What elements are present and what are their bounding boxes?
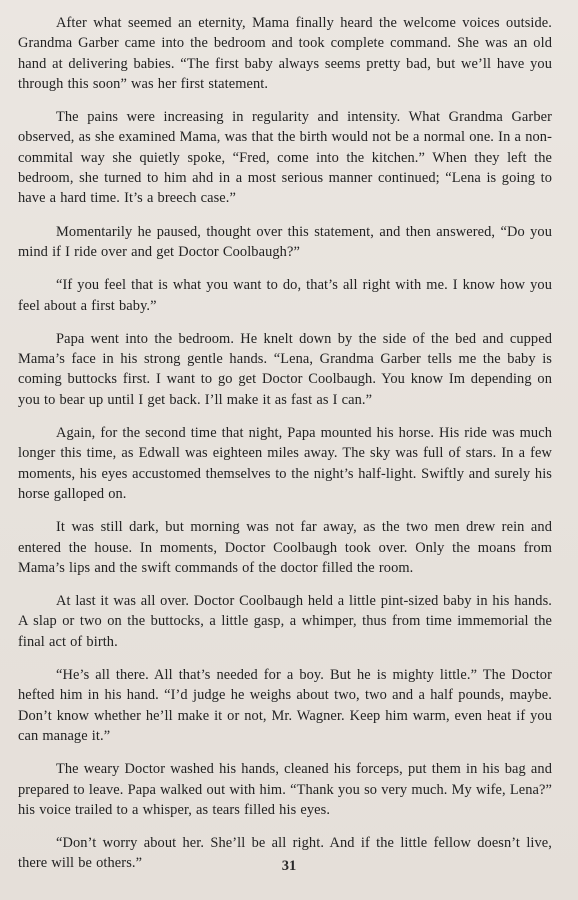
- paragraph: At last it was all over. Doctor Coolbaugh held a little pint-sized baby in his hands. A slap or two on the buttocks, a little gasp, a whimper, thus from time immemorial the final act of birth.: [18, 593, 552, 650]
- page-number: 31: [281, 858, 297, 874]
- paragraph: Again, for the second time that night, Papa mounted his horse. His ride was much longer this time, as Edwall was eighteen miles away. The sky was full of stars. In a few moments, his eyes accustomed themselves to the night’s half-light. Swiftly and surely his horse galloped on.: [18, 425, 552, 502]
- paragraph: It was still dark, but morning was not far away, as the two men drew rein and entered the house. In moments, Doctor Coolbaugh took over. Only the moans from Mama’s lips and the swift commands of the doctor filled the room.: [18, 519, 552, 576]
- paragraph: “If you feel that is what you want to do, that’s all right with me. I know how you feel about a first baby.”: [18, 277, 552, 314]
- paragraph: After what seemed an eternity, Mama finally heard the welcome voices outside. Grandma Garber came into the bedroom and took complete command. She was an old hand at delivering babies. “The first baby always seems pretty bad, but we’ll have you through this soon” was her first statement.: [18, 15, 552, 92]
- paragraph: Papa went into the bedroom. He knelt down by the side of the bed and cupped Mama’s face in his strong gentle hands. “Lena, Grandma Garber tells me the baby is coming buttocks first. I want to go get Doctor Coolbaugh. You know Im depending on you to bear up until I get back. I’ll make it as fast as I can.”: [18, 330, 552, 408]
- paragraph: Momentarily he paused, thought over this statement, and then answered, “Do you mind if I ride over and get Doctor Coolbaugh?”: [18, 223, 552, 260]
- paragraph: “Don’t worry about her. She’ll be all right. And if the little fellow doesn’t live, there will be others.”: [18, 835, 552, 872]
- paragraph: “He’s all there. All that’s needed for a boy. But he is mighty little.” The Doctor hefted him in his hand. “I’d judge he weighs about two, two and a half pounds, maybe. Don’t know whether he’ll make it or not, Mr. Wagner. Keep him warm, even heat if you can manage it.”: [18, 667, 552, 744]
- paragraph: The weary Doctor washed his hands, cleaned his forceps, put them in his bag and prepared to leave. Papa walked out with him. “Thank you so very much. My wife, Lena?” his voice trailed to a whisper, as tears filled his eyes.: [18, 761, 552, 818]
- paragraph: The pains were increasing in regularity and intensity. What Grandma Garber observed, as she examined Mama, was that the birth would not be a normal one. In a non-commital way she quietly spoke, “Fred, come into the kitchen.” When they left the bedroom, she turned to him ahd in a most serious manner continued; “Lena is going to have a hard time. It’s a breech case.”: [18, 109, 552, 207]
